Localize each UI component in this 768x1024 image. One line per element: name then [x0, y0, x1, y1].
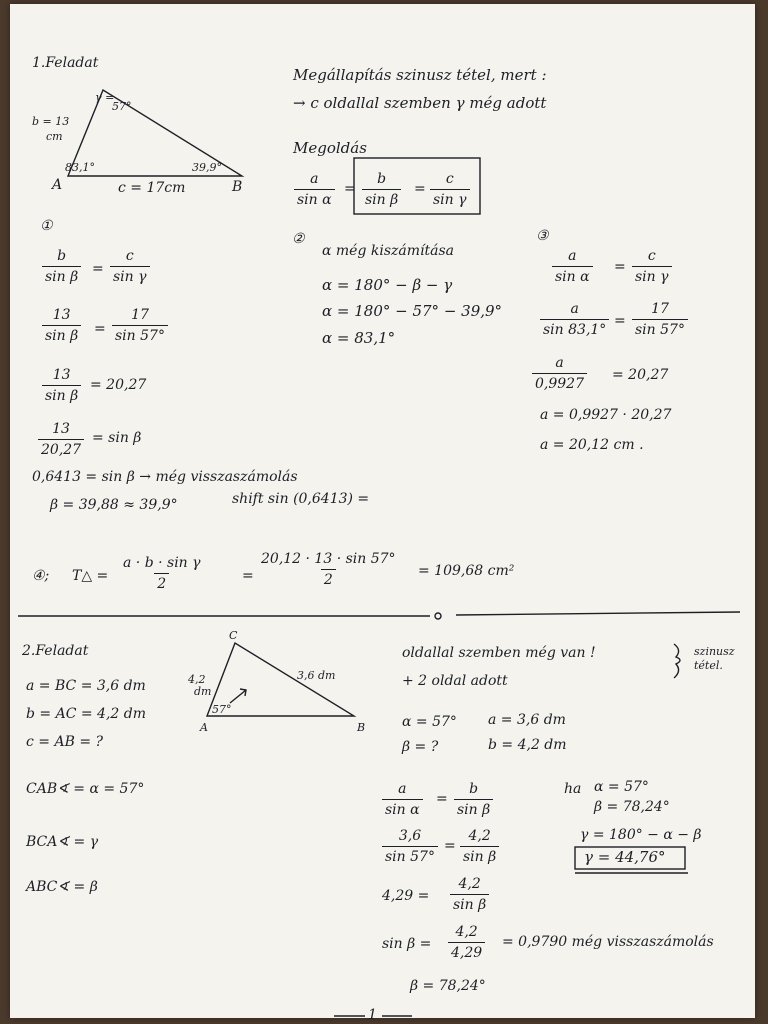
solution-heading: Megoldás	[293, 139, 367, 157]
page-number: 1	[368, 1007, 377, 1023]
step1-eq3-left: 13 sin β	[42, 368, 81, 403]
given-b: b = 4,2 dm	[488, 737, 567, 753]
step1-eq4-right: = sin β	[92, 430, 142, 446]
tri1-alpha: 83,1°	[65, 161, 95, 174]
given-beta: β = ?	[402, 739, 439, 755]
step3-eq2-left: a sin 83,1°	[540, 302, 609, 337]
step1-line6: β = 39,88 ≈ 39,9°	[50, 497, 178, 513]
task2-beta-result: β = 78,24°	[410, 978, 486, 994]
step3-eq1-left: a sin α	[552, 249, 593, 284]
brace-icon	[674, 644, 680, 678]
task2-angle-alpha: CAB∢ = α = 57°	[26, 781, 145, 797]
task2-angle-beta: ABC∢ = β	[26, 879, 98, 895]
step1-eq2-left: 13 sin β	[42, 308, 81, 343]
tri1-side-c: c = 17cm	[118, 180, 186, 196]
sine-law-b: b sin β	[362, 172, 401, 207]
step4-area-symbol: T△ =	[72, 568, 109, 584]
task2-title: 2.Feladat	[22, 643, 89, 659]
task2-eq2-right: 4,2 sin β	[460, 829, 499, 864]
tri1-gamma: γ =	[95, 91, 115, 104]
step4-result: = 109,68 cm²	[418, 563, 515, 579]
step4-frac2: 20,12 · 13 · sin 57° 2	[261, 551, 396, 588]
step1-line6-shift: shift sin (0,6413) =	[232, 491, 370, 507]
step1-eq2-right: 17 sin 57°	[112, 308, 168, 343]
eq-sign: =	[92, 261, 104, 277]
step3-eq1-right: c sin γ	[632, 249, 672, 284]
step1-number: ①	[40, 218, 53, 234]
tri2-side-b: 4,2	[188, 673, 206, 686]
step3-eq3-left: a 0,9927	[532, 356, 587, 391]
sine-law-a: a sin α	[294, 172, 335, 207]
task2-angle-gamma: BCA∢ = γ	[26, 834, 99, 850]
tri1-vertex-b: B	[232, 179, 243, 195]
tri1-vertex-a: A	[52, 177, 63, 193]
tri2-vertex-c: C	[229, 629, 238, 642]
task2-gamma-result: γ = 44,76°	[584, 848, 666, 866]
task2-note-side-1: szinusz	[694, 645, 735, 658]
step1-eq3-right: = 20,27	[90, 377, 147, 393]
arrow-shaft	[230, 690, 246, 703]
task1-title: 1.Feladat	[32, 55, 99, 71]
eq-sign: =	[344, 181, 356, 197]
step3-eq2-right: 17 sin 57°	[632, 302, 688, 337]
step1-line5: 0,6413 = sin β → még visszaszámolás	[32, 469, 298, 485]
task2-eq2-left: 3,6 sin 57°	[382, 829, 438, 864]
step1-eq1-left: b sin β	[42, 249, 81, 284]
step2-number: ②	[292, 231, 305, 247]
task2-c: c = AB = ?	[26, 734, 104, 750]
separator-circle	[435, 613, 441, 619]
task2-eq3-right: 4,2 sin β	[450, 877, 489, 912]
step4-frac1: a · b · sin γ 2	[123, 555, 201, 592]
tri1-side-b-unit: cm	[46, 130, 63, 143]
task2-ha-beta: β = 78,24°	[594, 799, 670, 815]
tri1-gamma-value: 57°	[112, 100, 132, 113]
tri2-vertex-a: A	[200, 721, 208, 734]
tri2-side-a: 3,6 dm	[297, 669, 336, 682]
task2-a: a = BC = 3,6 dm	[26, 678, 146, 694]
step2-line2: α = 180° − β − γ	[322, 276, 453, 294]
task2-eq1-right: b sin β	[454, 782, 493, 817]
step3-eq3-right: = 20,27	[612, 367, 669, 383]
tri1-beta: 39,9°	[192, 161, 222, 174]
step3-line4: a = 0,9927 · 20,27	[540, 407, 672, 423]
step2-line4: α = 83,1°	[322, 329, 396, 347]
task2-ha-label: ha	[564, 781, 582, 797]
given-alpha: α = 57°	[402, 714, 457, 730]
task2-ha-alpha: α = 57°	[594, 779, 649, 795]
step3-number: ③	[536, 228, 549, 244]
tri1-side-b: b = 13	[32, 115, 70, 128]
recall-line-1: Megállapítás szinusz tétel, mert :	[293, 66, 547, 84]
task2-eq4-left: sin β =	[382, 936, 432, 952]
tri2-alpha: 57°	[212, 703, 232, 716]
eq-sign: =	[414, 181, 426, 197]
eq-sign: =	[614, 313, 626, 329]
tri2-side-b-unit: dm	[194, 685, 212, 698]
step2-line1: α még kiszámítása	[322, 243, 455, 259]
task2-note-1: oldallal szemben még van !	[402, 645, 596, 661]
eq-sign: =	[444, 838, 456, 854]
step1-eq1-right: c sin γ	[110, 249, 150, 284]
task2-eq1-left: a sin α	[382, 782, 423, 817]
recall-line-2: → c oldallal szemben γ még adott	[293, 94, 547, 112]
eq-sign: =	[94, 321, 106, 337]
step3-line5: a = 20,12 cm .	[540, 437, 644, 453]
task2-b: b = AC = 4,2 dm	[26, 706, 146, 722]
notebook-page	[10, 4, 755, 1023]
task2-note-2: + 2 oldal adott	[402, 673, 508, 689]
eq-sign: =	[614, 259, 626, 275]
separator-right	[456, 612, 740, 615]
tri2-vertex-b: B	[357, 721, 366, 734]
sine-law-c: c sin γ	[430, 172, 470, 207]
given-a: a = 3,6 dm	[488, 712, 566, 728]
step1-eq4-left: 13 20,27	[38, 422, 84, 457]
task2-eq4-frac: 4,2 4,29	[448, 925, 485, 960]
eq-sign: =	[242, 568, 254, 584]
task2-eq4-right: = 0,9790 még visszaszámolás	[502, 934, 714, 950]
task2-gamma-formula: γ = 180° − α − β	[580, 827, 702, 843]
step2-line3: α = 180° − 57° − 39,9°	[322, 302, 503, 320]
eq-sign: =	[436, 791, 448, 807]
step4-number: ④;	[32, 568, 50, 584]
task2-note-side-2: tétel.	[694, 659, 723, 672]
task2-eq3-left: 4,29 =	[382, 888, 430, 904]
